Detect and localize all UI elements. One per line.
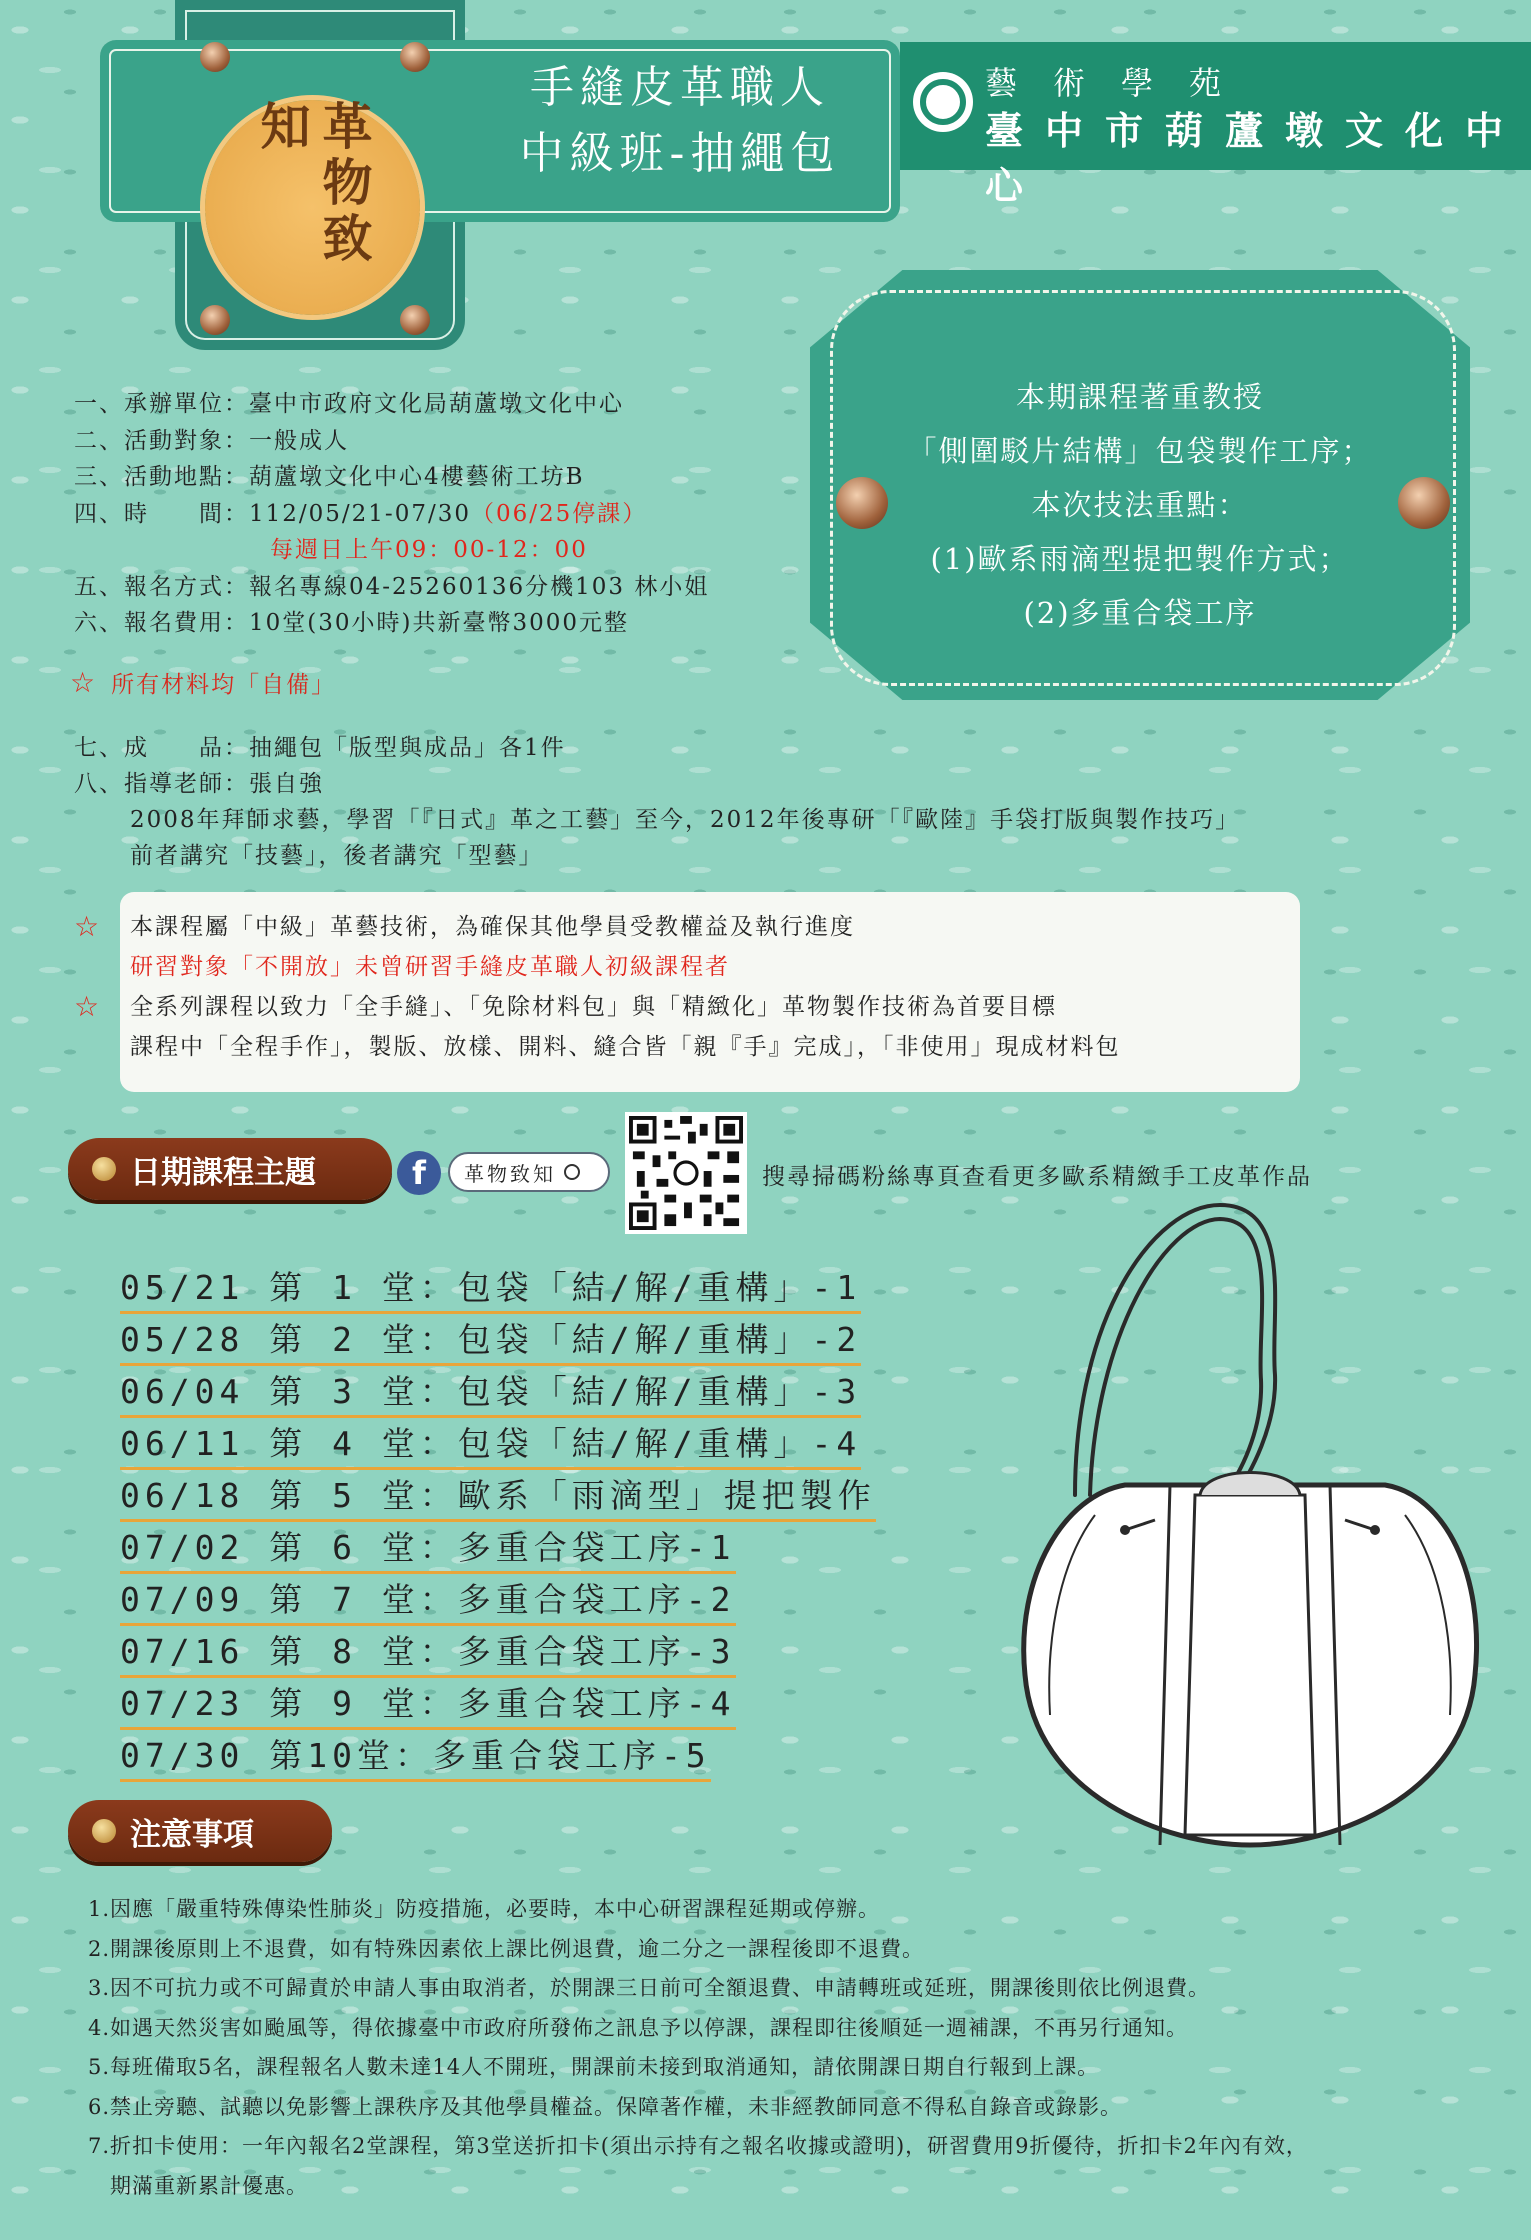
bullet-icon — [92, 1157, 116, 1181]
drawstring-bag-illustration — [1005, 1195, 1495, 1885]
teacher-bio: 2008年拜師求藝，學習「『日式』革之工藝」至今，2012年後專研「『歐陸』手袋打版與製作技巧」 — [130, 807, 1241, 833]
schedule-row: 06/04 第 3 堂：包袋「結/解/重構」-3 — [120, 1366, 876, 1418]
title-line-2: 中級班-抽繩包 — [519, 128, 841, 179]
badge-line: (1)歐系雨滴型提把製作方式； — [930, 542, 1350, 576]
teacher-bio: 前者講究「技藝」，後者講究「型藝」 — [130, 843, 544, 869]
star-icon: ☆ — [74, 910, 102, 943]
notice — [74, 907, 1121, 1067]
notice-line: 課程中「全程手作」，製版、放樣、開料、縫合皆「親『手』完成」，「非使用」現成材料包 — [130, 1034, 1121, 1060]
materials-note — [70, 666, 336, 699]
note-item: 6.禁止旁聽、試聽以免影響上課秩序及其他學員權益。保障著作權，未非經教師同意不得私自錄音或錄影。 — [88, 2094, 1123, 2119]
materials-note-text: 所有材料均「自備」 — [111, 672, 337, 698]
info-item: 七、成 品：抽繩包「版型與成品」各1件 — [74, 735, 566, 761]
schedule-row: 07/30 第10堂：多重合袋工序-5 — [120, 1730, 876, 1782]
org-name-line1: 藝術學苑 — [985, 64, 1258, 102]
section-notes-title: 注意事項 — [68, 1800, 332, 1862]
schedule-row: 06/11 第 4 堂：包袋「結/解/重構」-4 — [120, 1418, 876, 1470]
org-name-line2: 臺中市葫蘆墩文化中心 — [985, 108, 1526, 208]
title-line-1: 手縫皮革職人 — [530, 62, 830, 113]
rivet-icon — [400, 305, 430, 335]
facebook-search[interactable]: 革物致知 — [448, 1152, 610, 1192]
rivet-icon — [400, 42, 430, 72]
note-item: 3.因不可抗力或不可歸責於申請人事由取消者，於開課三日前可全額退費、申請轉班或延班，開課後則依比例退費。 — [88, 1976, 1211, 2000]
info-item: 一、承辦單位：臺中市政府文化局葫蘆墩文化中心 — [74, 391, 624, 417]
rivet-icon — [200, 305, 230, 335]
note-item: 7.折扣卡使用：一年內報名2堂課程，第3堂送折扣卡(須出示持有之報名收據或證明)，研習費用9折優待，折扣卡2年內有效， — [88, 2134, 1308, 2158]
info-item: 八、指導老師：張自強 — [74, 771, 324, 797]
schedule-row: 05/21 第 1 堂：包袋「結/解/重構」-1 — [120, 1262, 876, 1314]
note-item: 1.因應「嚴重特殊傳染性肺炎」防疫措施，必要時，本中心研習課程延期或停辦。 — [88, 1897, 881, 1921]
badge-line: 「側圍駁片結構」包袋製作工序； — [907, 434, 1373, 468]
logo-seal: 革物致知 — [205, 100, 420, 315]
info-time-sub: 每週日上午09：00-12：00 — [270, 537, 588, 563]
schedule-row: 07/16 第 8 堂：多重合袋工序-3 — [120, 1626, 876, 1678]
badge-text — [835, 370, 1445, 640]
bullet-icon — [92, 1819, 116, 1843]
info-item: 二、活動對象：一般成人 — [74, 427, 349, 454]
notice-line: 全系列課程以致力「全手縫」、「免除材料包」與「精緻化」革物製作技術為首要目標 — [130, 994, 1057, 1020]
info-suspend: （06/25停課） — [471, 500, 648, 527]
note-item: 5.每班備取5名，課程報名人數未達14人不開班，開課前未接到取消通知，請依開課日期自行報到上課。 — [88, 2055, 1100, 2079]
info-item: 三、活動地點：葫蘆墩文化中心4樓藝術工坊B — [74, 464, 585, 490]
badge-line: (2)多重合袋工序 — [1023, 596, 1257, 630]
schedule-row: 06/18 第 5 堂：歐系「雨滴型」提把製作 — [120, 1470, 876, 1522]
qr-code[interactable] — [625, 1112, 747, 1234]
info-item: 六、報名費用：10堂(30小時)共新臺幣3000元整 — [74, 610, 630, 636]
note-item: 4.如遇天然災害如颱風等，得依據臺中市政府所發佈之訊息予以停課，課程即往後順延一週補課，不再另行通知。 — [88, 2015, 1189, 2040]
schedule-row: 07/09 第 7 堂：多重合袋工序-2 — [120, 1574, 876, 1626]
notes-list — [88, 1890, 1308, 2206]
notice-line: 本課程屬「中級」革藝技術，為確保其他學員受教權益及執行進度 — [130, 914, 855, 940]
section-schedule-title: 日期課程主題 — [68, 1138, 392, 1200]
info-list — [74, 386, 709, 642]
star-icon: ☆ — [74, 990, 102, 1023]
info-item — [74, 496, 709, 533]
page-title — [480, 55, 880, 187]
info-item: 五、報名方式：報名專線04-25260136分機103 林小姐 — [74, 573, 710, 600]
info-list-2 — [74, 730, 1240, 874]
facebook-icon[interactable]: f — [397, 1151, 441, 1195]
schedule-list — [120, 1262, 876, 1782]
schedule-row: 05/28 第 2 堂：包袋「結/解/重構」-2 — [120, 1314, 876, 1366]
schedule-row: 07/23 第 9 堂：多重合袋工序-4 — [120, 1678, 876, 1730]
rivet-icon — [200, 42, 230, 72]
note-item: 期滿重新累計優惠。 — [88, 2173, 308, 2198]
org-logo-icon — [913, 72, 973, 132]
badge-line: 本期課程著重教授 — [1015, 380, 1264, 414]
qr-code-graphic — [629, 1116, 743, 1230]
schedule-row: 07/02 第 6 堂：多重合袋工序-1 — [120, 1522, 876, 1574]
qr-caption: 搜尋掃碼粉絲專頁查看更多歐系精緻手工皮革作品 — [762, 1164, 1312, 1190]
badge-line: 本次技法重點： — [1031, 488, 1249, 522]
note-item: 2.開課後原則上不退費，如有特殊因素依上課比例退費，逾二分之一課程後即不退費。 — [88, 1936, 925, 1961]
search-icon — [564, 1164, 580, 1180]
info-time: 四、時 間：112/05/21-07/30 — [74, 500, 471, 527]
star-icon: ☆ — [70, 666, 98, 699]
notice-line: 研習對象「不開放」未曾研習手縫皮革職人初級課程者 — [130, 954, 730, 980]
